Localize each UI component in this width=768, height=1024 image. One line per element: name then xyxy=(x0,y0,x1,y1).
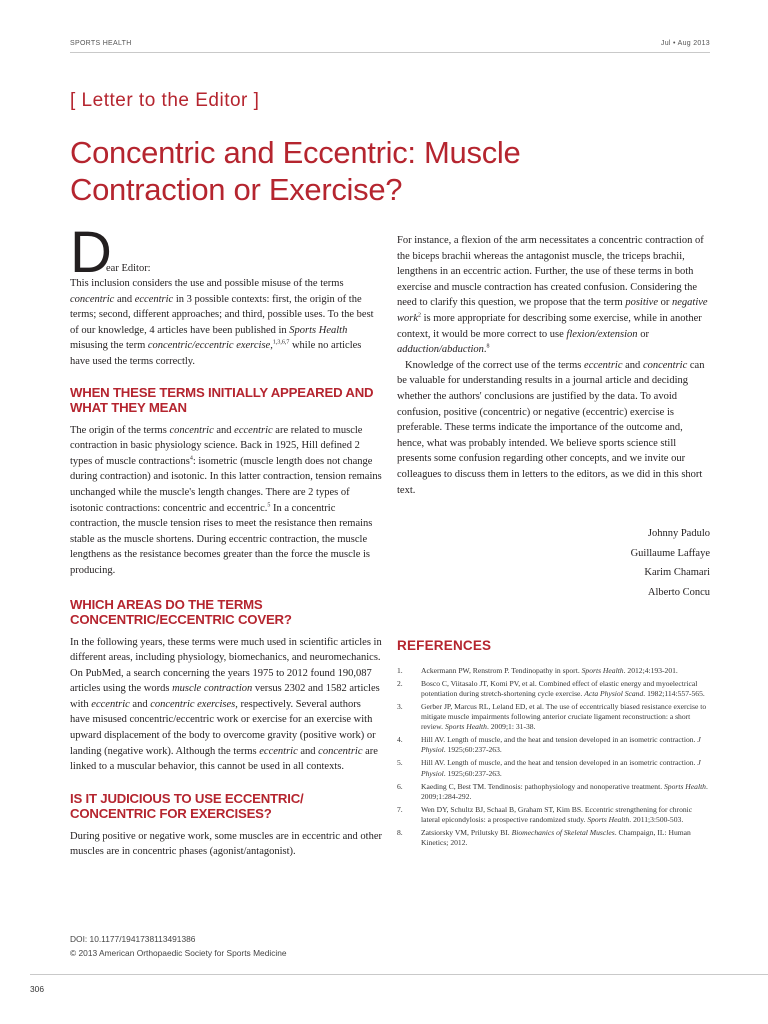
references-heading: REFERENCES xyxy=(397,638,492,654)
author-name: Karim Chamari xyxy=(644,567,710,579)
drop-cap: D xyxy=(70,220,112,285)
author-name: Alberto Concu xyxy=(647,586,710,598)
reference-item: 6. Kaeding C, Best TM. Tendinosis: pathophysiology and nonoperative treatment. Sports Health. 2009;1:284-292. xyxy=(397,781,708,801)
journal-name: SPORTS HEALTH xyxy=(70,40,132,47)
reference-item: 3. Gerber JP, Marcus RL, Leland ED, et al. The use of eccentrically biased resistance exercise to mitigate muscle impairments following anterior cruciate ligament reconstruction: a short review. Sports Health. 2009;1: 31-38. xyxy=(397,701,707,732)
left-column xyxy=(70,220,383,860)
section-origin-paragraph: The origin of the terms concentric and eccentric are related to muscle contraction in basic physiology science. Back in 1925, Hill defined 2 types of muscle contractions$^4$: isometric (muscle length does not change during contraction) and isotonic. In this latter contraction, tension remains unchanged while the muscle's length changes. There are 2 types of isotonic contractions: concentric and eccentric.$^5$ In a concentric contraction, the muscle tension rises to meet the resistance then remains stable as the muscle shortens. During eccentric contraction, the muscle lengthens as the resistance becomes greater than the force the muscle is producing. xyxy=(70,424,382,576)
intro-paragraph: This inclusion considers the use and possible misuse of the terms concentric and eccentric in 3 possible contexts: first, the origin of the terms; second, different approaches; and third, possible uses. To the best of our knowledge, 4 articles have been published in Sports Health misusing the term concentric/eccentric exercise,$^{1,3,6,7}$ while no articles have used the terms correctly. xyxy=(70,278,374,367)
section-heading-origin: WHEN THESE TERMS INITIALLY APPEARED AND WHAT THEY MEAN xyxy=(70,384,374,415)
article-title: Concentric and Eccentric: Muscle Contraction or Exercise? xyxy=(70,135,521,207)
page-number: 306 xyxy=(30,984,44,994)
issue-date: Jul • Aug 2013 xyxy=(660,40,710,47)
reference-item: 4. Hill AV. Length of muscle, and the heat and tension developed in an isometric contraction. J Physiol. 1925;60:237-263. xyxy=(397,735,701,755)
section-label: [ Letter to the Editor ] xyxy=(70,90,260,111)
reference-item: 1. Ackermann PW, Renstrom P. Tendinopathy in sport. Sports Health. 2012;4:193-201. xyxy=(397,665,678,675)
reference-list xyxy=(397,666,710,849)
reference-item: 2. Bosco C, Viitasalo JT, Komi PV, et al. Combined effect of elastic energy and myoelectrical potentiation during stretch-shortening cycle exercise. Acta Physiol Scand. 1982;114:557-565. xyxy=(397,678,705,698)
header-rule xyxy=(70,52,710,53)
section-areas-paragraph: In the following years, these terms were much used in scientific articles in different areas, including physiology, biomechanics, and neuromechanics. On PubMed, a search concerning the years 1975 to 2012 found 190,087 articles using the words muscle contraction versus 2302 and 1582 articles with eccentric and concentric exercises, respectively. Several authors have misused concentric/eccentric work or exercise for an exercise with upward displacement of the body to overcome gravity (positive work) or landing (negative work). Although the terms eccentric and concentric are linked to a muscular behavior, this cannot be used in all contexts. xyxy=(70,636,382,773)
salutation xyxy=(70,220,383,285)
reference-item: 7. Wen DY, Schultz BJ, Schaal B, Graham ST, Kim BS. Eccentric strengthening for chronic lateral epicondylosis: a prospective randomized study. Sports Health. 2011;3:500-503. xyxy=(397,804,693,824)
author-name: Johnny Padulo xyxy=(647,528,710,540)
doi: DOI: 10.1177/1941738113491386 xyxy=(70,934,196,944)
salutation-text: ear Editor: xyxy=(106,263,151,274)
reference-item: 8. Zatsiorsky VM, Prilutsky BI. Biomechanics of Skeletal Muscles. Champaign, IL: Human Kinetics; 2012. xyxy=(397,828,691,848)
right-paragraph-1: For instance, a flexion of the arm necessitates a concentric contraction of the biceps brachii whereas the antagonist muscle, the triceps brachii, lengthens in an eccentric action. Further, the use of these terms in both exercise and muscle contraction has created confusion. Considering the need to clarify this question, we propose that the term positive or negative work$^2$ is more appropriate for describing some exercise, while in another context, it would be more correct to use flexion/extension or adduction/abduction.$^8$ xyxy=(397,235,708,356)
reference-item: 5. Hill AV. Length of muscle, and the heat and tension developed in an isometric contraction. J Physiol. 1925;60:237-263. xyxy=(397,758,701,778)
section-heading-areas: WHICH AREAS DO THE TERMS CONCENTRIC/ECCENTRIC COVER? xyxy=(70,596,292,627)
footer-rule xyxy=(30,974,768,975)
copyright: © 2013 American Orthopaedic Society for Sports Medicine xyxy=(70,948,287,958)
section-judicious-paragraph: During positive or negative work, some muscles are in eccentric and other muscles are in concentric phases (agonist/antagonist). xyxy=(70,830,382,858)
author-name: Guillaume Laffaye xyxy=(630,547,710,559)
right-column xyxy=(397,233,710,851)
right-paragraph-2: Knowledge of the correct use of the terms eccentric and concentric can be valuable for understanding results in a journal article and deciding whether the authors' conclusions are justified by the data. To avoid confusion, positive (concentric) or negative (eccentric) exercise is preferable. These terms indicate the importance of the outcome and, hence, what was probably intended. We believe sports science still presents some confusion regarding other concepts, and we invite our colleagues to discuss them in letters to the editors, as we did in this short text. xyxy=(397,359,705,496)
section-heading-judicious: IS IT JUDICIOUS TO USE ECCENTRIC/ CONCENTRIC FOR EXERCISES? xyxy=(70,790,304,821)
author-list xyxy=(397,524,710,602)
